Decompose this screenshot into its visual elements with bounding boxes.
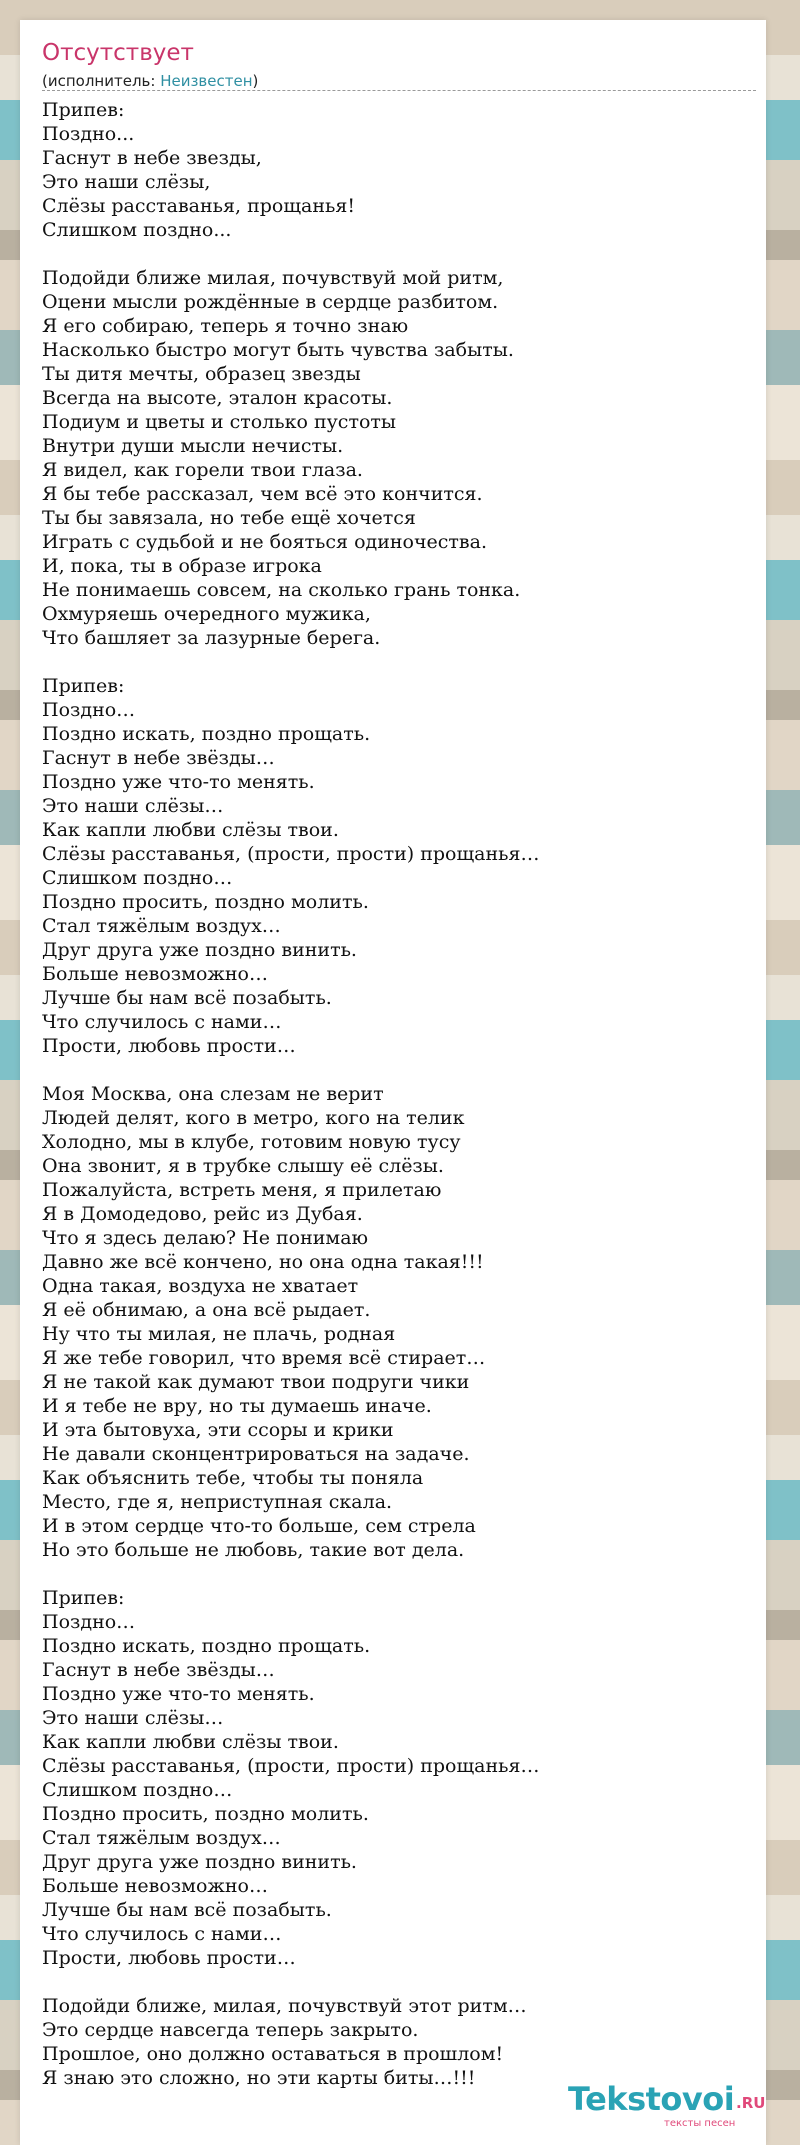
lyric-line: Слишком поздно… [42,867,233,889]
lyric-line: Она звонит, я в трубке слышу её слёзы. [42,1155,444,1177]
performer-line [42,72,258,90]
lyric-line: Подиум и цветы и столько пустоты [42,411,397,433]
lyric-line: Ты дитя мечты, образец звезды [42,363,361,385]
lyric-line: Давно же всё кончено, но она одна такая!!! [42,1251,484,1273]
lyric-line: Припев: [42,1587,125,1609]
lyric-line: Оцени мысли рождённые в сердце разбитом. [42,291,499,313]
lyric-line: Ну что ты милая, не плачь, родная [42,1323,396,1345]
lyric-line: Я видел, как горели твои глаза. [42,459,363,481]
lyric-line: Поздно... [42,123,135,145]
lyric-line: Внутри души мысли нечисты. [42,435,344,457]
lyric-line: Подойди ближе, милая, почувствуй этот ритм… [42,1995,527,2017]
lyric-line: Пожалуйста, встреть меня, я прилетаю [42,1179,442,1201]
lyric-line: Что случилось с нами… [42,1011,282,1033]
stanza [42,1994,756,2090]
lyric-line: Слёзы расставанья, прощанья! [42,195,355,217]
lyric-line: Я знаю это сложно, но эти карты биты…!!! [42,2067,476,2089]
lyric-line: Припев: [42,675,125,697]
lyric-line: Как объяснить тебе, чтобы ты поняла [42,1467,424,1489]
lyric-line: И эта бытовуха, эти ссоры и крики [42,1419,394,1441]
lyric-line: Холодно, мы в клубе, готовим новую тусу [42,1131,461,1153]
lyric-line: Это наши слёзы… [42,795,224,817]
lyric-line: Но это больше не любовь, такие вот дела. [42,1539,465,1561]
lyric-line: Больше невозможно… [42,963,268,985]
lyric-line: Стал тяжёлым воздух… [42,915,281,937]
performer-link[interactable]: Неизвестен [160,72,253,90]
lyric-line: Я в Домодедово, рейс из Дубая. [42,1203,363,1225]
lyrics-body [42,98,756,2114]
lyric-line: Не понимаешь совсем, на сколько грань тонка. [42,579,521,601]
lyric-line: Поздно уже что-то менять. [42,1683,315,1705]
lyric-line: Прости, любовь прости… [42,1947,296,1969]
site-logo[interactable] [568,2080,768,2130]
lyric-line: Всегда на высоте, эталон красоты. [42,387,393,409]
lyric-line: Больше невозможно… [42,1875,268,1897]
lyric-line: Прости, любовь прости… [42,1035,296,1057]
lyric-line: Я бы тебе рассказал, чем всё это кончится. [42,483,483,505]
lyric-line: Людей делят, кого в метро, кого на телик [42,1107,465,1129]
lyric-line: Что башляет за лазурные берега. [42,627,381,649]
performer-prefix: (исполнитель: [42,72,161,90]
lyric-line: Гаснут в небе звезды, [42,147,262,169]
lyric-line: Стал тяжёлым воздух… [42,1827,281,1849]
lyric-line: Подойди ближе милая, почувствуй мой ритм, [42,267,504,289]
lyric-line: Поздно просить, поздно молить. [42,1803,369,1825]
lyric-line: Я его собираю, теперь я точно знаю [42,315,409,337]
stanza [42,1082,756,1562]
lyric-line: Как капли любви слёзы твои. [42,1731,339,1753]
lyric-line: Прошлое, оно должно оставаться в прошлом! [42,2043,504,2065]
lyric-line: Слишком поздно… [42,1779,233,1801]
lyric-line: Слёзы расставанья, (прости, прости) прощанья… [42,843,540,865]
title-divider [42,90,756,91]
lyric-line: Охмуряешь очередного мужика, [42,603,371,625]
lyric-line: Играть с судьбой и не бояться одиночества. [42,531,487,553]
lyric-line: Слёзы расставанья, (прости, прости) прощанья… [42,1755,540,1777]
stanza [42,98,756,242]
lyric-line: Ты бы завязала, но тебе ещё хочется [42,507,416,529]
logo-domain: .RU [736,2094,766,2112]
lyric-line: Я не такой как думают твои подруги чики [42,1371,470,1393]
lyric-line: Поздно искать, поздно прощать. [42,1635,371,1657]
lyric-line: Что я здесь делаю? Не понимаю [42,1227,369,1249]
song-title: Отсутствует [42,40,194,66]
lyric-line: Гаснут в небе звёзды… [42,1659,275,1681]
lyric-line: Это наши слёзы… [42,1707,224,1729]
lyric-line: И я тебе не вру, но ты думаешь иначе. [42,1395,432,1417]
logo-tagline: тексты песен [664,2118,736,2129]
lyric-line: Что случилось с нами… [42,1923,282,1945]
lyric-line: Припев: [42,99,125,121]
lyric-line: Это наши слёзы, [42,171,211,193]
stanza [42,1586,756,1970]
lyric-line: Это сердце навсегда теперь закрыто. [42,2019,419,2041]
lyric-line: Друг друга уже поздно винить. [42,1851,357,1873]
lyric-line: Одна такая, воздуха не хватает [42,1275,359,1297]
lyric-line: Поздно искать, поздно прощать. [42,723,371,745]
lyric-line: Не давали сконцентрироваться на задаче. [42,1443,470,1465]
lyric-line: Как капли любви слёзы твои. [42,819,339,841]
lyric-line: И, пока, ты в образе игрока [42,555,322,577]
lyric-line: Насколько быстро могут быть чувства забыты. [42,339,514,361]
lyric-line: Я же тебе говорил, что время всё стирает… [42,1347,486,1369]
lyric-line: Поздно… [42,699,136,721]
lyric-line: Поздно просить, поздно молить. [42,891,369,913]
stanza [42,674,756,1058]
lyric-line: Друг друга уже поздно винить. [42,939,357,961]
lyric-line: Лучше бы нам всё позабыть. [42,987,332,1009]
logo-name: Tekstovoi [568,2080,735,2118]
lyric-line: Место, где я, неприступная скала. [42,1491,393,1513]
lyric-line: И в этом сердце что-то больше, сем стрела [42,1515,476,1537]
stanza [42,266,756,650]
lyric-line: Я её обнимаю, а она всё рыдает. [42,1299,371,1321]
lyric-line: Слишком поздно... [42,219,232,241]
lyric-line: Поздно уже что-то менять. [42,771,315,793]
lyrics-card [20,20,766,2145]
lyric-line: Поздно… [42,1611,136,1633]
performer-suffix: ) [252,72,259,90]
lyric-line: Гаснут в небе звёзды… [42,747,275,769]
lyric-line: Лучше бы нам всё позабыть. [42,1899,332,1921]
lyric-line: Моя Москва, она слезам не верит [42,1083,384,1105]
